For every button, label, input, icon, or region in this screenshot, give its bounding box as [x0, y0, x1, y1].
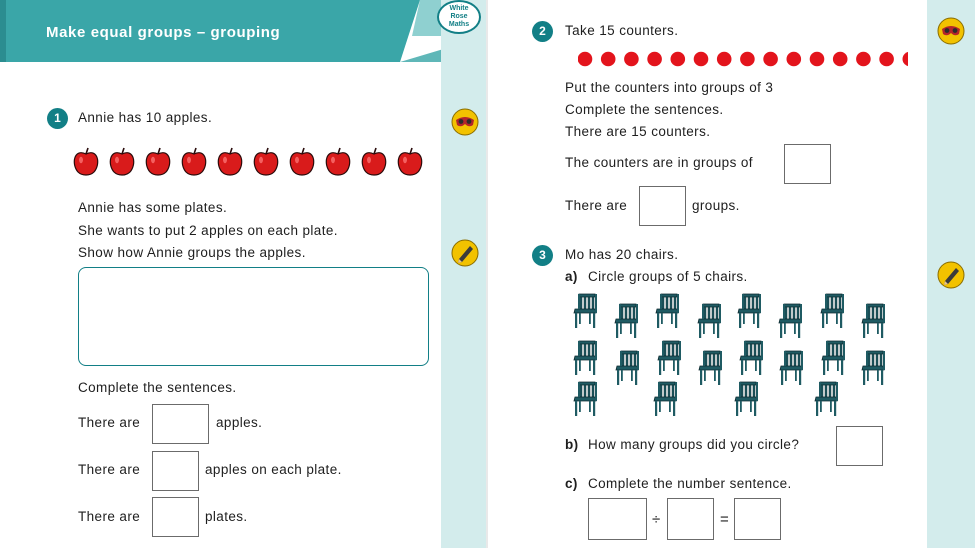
question-number: 1 — [47, 108, 68, 129]
instruction-line: Complete the sentences. — [78, 380, 237, 395]
chair-icon — [574, 294, 597, 328]
sentence-prefix: There are — [78, 415, 141, 430]
sidebar-strip — [441, 0, 487, 548]
question-number: 2 — [532, 21, 553, 42]
counter-icon — [856, 52, 871, 67]
sentence-suffix: apples on each plate. — [205, 462, 342, 477]
chair-icon — [698, 304, 721, 338]
part-text: How many groups did you circle? — [588, 437, 800, 452]
question-text: Take 15 counters. — [565, 23, 679, 38]
reasoning-mask-icon — [451, 108, 479, 136]
question-number: 3 — [532, 245, 553, 266]
apple-icon — [182, 148, 205, 175]
answer-box-apples[interactable] — [152, 404, 209, 444]
counter-icon — [578, 52, 592, 67]
counter-icon — [647, 52, 662, 67]
instruction-line: There are 15 counters. — [565, 124, 711, 139]
counter-icon — [763, 52, 778, 67]
title-banner — [0, 0, 487, 100]
sentence-suffix: plates. — [205, 509, 248, 524]
apple-icon — [254, 148, 277, 175]
answer-box-groups-circled[interactable] — [836, 426, 883, 466]
instruction-line: Show how Annie groups the apples. — [78, 245, 306, 260]
chair-icon — [821, 294, 844, 328]
white-rose-maths-logo — [437, 0, 481, 34]
part-label: a) — [565, 269, 578, 284]
chair-icon — [738, 294, 761, 328]
answer-box-groups[interactable] — [639, 186, 686, 226]
equals-symbol: = — [720, 511, 730, 528]
part-text: Circle groups of 5 chairs. — [588, 269, 748, 284]
chair-icon — [654, 382, 677, 416]
answer-box-quotient[interactable] — [734, 498, 781, 540]
answer-box-dividend[interactable] — [588, 498, 647, 540]
pencil-icon — [937, 261, 965, 289]
chair-icon — [656, 294, 679, 328]
part-label: b) — [565, 437, 579, 452]
chair-icon — [862, 351, 885, 385]
counter-icon — [740, 52, 755, 67]
counters-row — [578, 49, 908, 69]
part-label: c) — [565, 476, 578, 491]
chair-icon — [574, 382, 597, 416]
answer-box-per-plate[interactable] — [152, 451, 199, 491]
question-text: Mo has 20 chairs. — [565, 247, 679, 262]
counter-icon — [717, 52, 732, 67]
part-text: Complete the number sentence. — [588, 476, 792, 491]
counter-icon — [787, 52, 802, 67]
counter-icon — [671, 52, 686, 67]
sentence-suffix: groups. — [692, 198, 740, 213]
logo-text: Maths — [448, 21, 470, 28]
counter-icon — [879, 52, 894, 67]
chair-icon — [779, 304, 802, 338]
answer-box-divisor[interactable] — [667, 498, 714, 540]
instruction-line: Annie has some plates. — [78, 200, 228, 215]
chair-icon — [740, 341, 763, 375]
apple-icon — [146, 148, 169, 175]
page-title: Make equal groups – grouping — [46, 24, 281, 41]
counter-icon — [694, 52, 709, 67]
chair-icon — [616, 351, 639, 385]
pencil-icon — [451, 239, 479, 267]
answer-box-group-size[interactable] — [784, 144, 831, 184]
chair-icon — [822, 341, 845, 375]
sentence-prefix: There are — [78, 509, 141, 524]
apple-icon — [290, 148, 313, 175]
chair-icon — [815, 382, 838, 416]
sentence-suffix: apples. — [216, 415, 263, 430]
apple-icon — [362, 148, 385, 175]
chair-icon — [574, 341, 597, 375]
drawing-answer-box[interactable] — [78, 267, 429, 366]
apple-icon — [218, 148, 241, 175]
apple-icon — [74, 148, 97, 175]
chair-icon — [780, 351, 803, 385]
worksheet-right-page — [488, 0, 975, 548]
counter-icon — [810, 52, 825, 67]
answer-box-plates[interactable] — [152, 497, 199, 537]
worksheet-left-page — [0, 0, 487, 548]
reasoning-mask-icon — [937, 17, 965, 45]
instruction-line: Complete the sentences. — [565, 102, 724, 117]
chair-icon — [615, 304, 638, 338]
counter-icon — [601, 52, 616, 67]
chair-icon — [658, 341, 681, 375]
apple-icon — [398, 148, 421, 175]
chair-icon — [862, 304, 885, 338]
counter-icon — [624, 52, 639, 67]
counter-icon — [903, 52, 909, 67]
divide-symbol: ÷ — [652, 511, 661, 528]
instruction-line: She wants to put 2 apples on each plate. — [78, 223, 338, 238]
counter-icon — [833, 52, 848, 67]
logo-text: White — [449, 5, 469, 12]
apple-icon — [326, 148, 349, 175]
sentence-prefix: The counters are in groups of — [565, 155, 753, 170]
logo-text: Rose — [450, 13, 468, 20]
instruction-line: Put the counters into groups of 3 — [565, 80, 774, 95]
sentence-prefix: There are — [565, 198, 628, 213]
sentence-prefix: There are — [78, 462, 141, 477]
apple-icon — [110, 148, 133, 175]
chair-icon — [699, 351, 722, 385]
chair-icon — [735, 382, 758, 416]
apples-row — [66, 143, 436, 179]
question-text: Annie has 10 apples. — [78, 110, 213, 125]
chairs-grid — [572, 288, 902, 423]
